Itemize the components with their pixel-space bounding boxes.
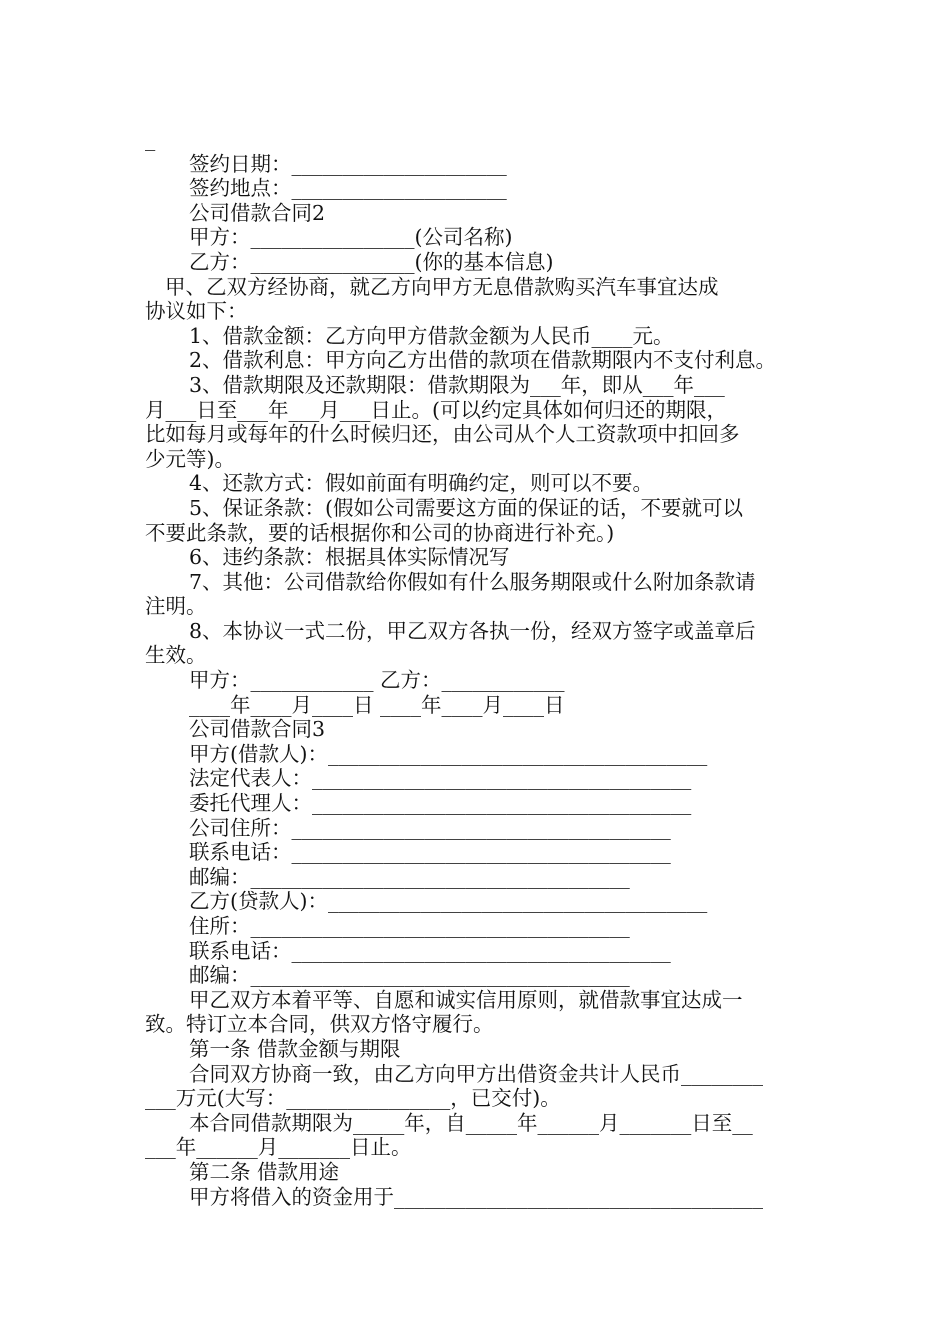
text-line: 签约日期：_____________________ xyxy=(189,151,507,176)
text-line: 3、借款期限及还款期限：借款期限为___年，即从___年___ xyxy=(189,372,725,397)
text-line: 邮编：_____________________________________ xyxy=(189,963,630,988)
text-line: 公司住所：_____________________________________ xyxy=(189,815,671,840)
text-line: 法定代表人：_____________________________________ xyxy=(189,766,692,791)
text-line: 公司借款合同3 xyxy=(189,717,326,742)
text-line: 甲方将借入的资金用于____________________________________ xyxy=(189,1184,763,1209)
text-line: 甲乙双方本着平等、自愿和诚实信用原则，就借款事宜达成一 xyxy=(189,987,743,1012)
text-line: 委托代理人：_____________________________________ xyxy=(189,791,692,816)
text-line: 第二条 借款用途 xyxy=(189,1159,340,1184)
text-line: 联系电话：_____________________________________ xyxy=(189,938,671,963)
text-line: 2、借款利息：甲方向乙方出借的款项在借款期限内不支付利息。 xyxy=(189,348,777,373)
text-line: 本合同借款期限为_____年，自_____年______月_______日至__ xyxy=(189,1110,753,1135)
text-line: 联系电话：_____________________________________ xyxy=(189,840,671,865)
text-line: 甲、乙双方经协商，就乙方向甲方无息借款购买汽车事宜达成 xyxy=(165,274,719,299)
text-line: 乙方(贷款人)：_____________________________________ xyxy=(189,889,708,914)
text-line: _ xyxy=(145,127,156,151)
text-line: 签约地点：_____________________ xyxy=(189,176,507,201)
text-line: ___年______月_______日止。 xyxy=(145,1135,412,1160)
text-line: 不要此条款，要的话根据你和公司的协商进行补充。) xyxy=(145,520,615,545)
text-line: 少元等)。 xyxy=(145,446,235,471)
text-line: 生效。 xyxy=(145,643,207,668)
text-line: 4、还款方式：假如前面有明确约定，则可以不要。 xyxy=(189,471,654,496)
text-line: 邮编：_____________________________________ xyxy=(189,864,630,889)
text-line: 7、其他：公司借款给你假如有什么服务期限或什么附加条款请 xyxy=(189,569,756,594)
text-line: 致。特订立本合同，供双方恪守履行。 xyxy=(145,1012,494,1037)
contract-text xyxy=(145,127,810,1209)
text-line: ____年____月____日 ____年____月____日 xyxy=(189,692,565,717)
text-line: 住所：_____________________________________ xyxy=(189,914,630,938)
text-line: 第一条 借款金额与期限 xyxy=(189,1036,401,1061)
text-line: 合同双方协商一致，由乙方向甲方出借资金共计人民币________ xyxy=(189,1061,763,1086)
text-line: 甲方(借款人)：_____________________________________ xyxy=(189,741,708,766)
text-line: ___万元(大写：________________，已交付)。 xyxy=(145,1086,561,1111)
text-line: 注明。 xyxy=(145,594,207,619)
text-line: 1、借款金额：乙方向甲方借款金额为人民币____元。 xyxy=(189,323,674,348)
text-line: 比如每月或每年的什么时候归还，由公司从个人工资款项中扣回多 xyxy=(145,422,740,447)
text-line: 协议如下： xyxy=(145,299,248,324)
text-line: 5、保证条款：(假如公司需要这方面的保证的话，不要就可以 xyxy=(189,495,744,520)
text-line: 6、违约条款：根据具体实际情况写 xyxy=(189,545,510,570)
text-line: 甲方：________________(公司名称) xyxy=(189,225,513,250)
text-line: 8、本协议一式二份，甲乙双方各执一份，经双方签字或盖章后 xyxy=(189,618,756,643)
text-line: 乙方：________________(你的基本信息) xyxy=(189,249,554,274)
text-line: 月___日至___年___月___日止。(可以约定具体如何归还的期限， xyxy=(145,397,727,422)
text-line: 公司借款合同2 xyxy=(189,200,326,225)
text-line: 甲方：____________ 乙方：____________ xyxy=(189,668,565,693)
